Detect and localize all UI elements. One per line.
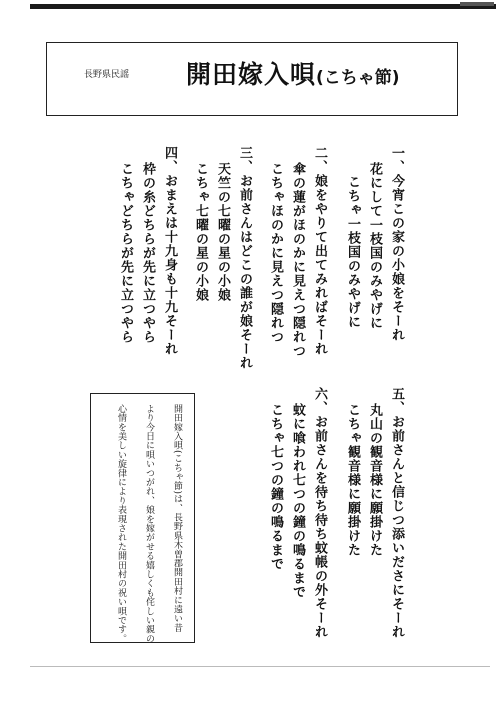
explanation-line: 開田嫁入唄(こちゃ節)は、長野県木曽郡開田村に遠い昔 <box>172 404 182 633</box>
song-title <box>186 55 400 91</box>
lyric-line: 一、今宵この家の小娘をそーれ <box>389 146 404 342</box>
lyric-line: こちゃ観音様に願掛けた <box>345 403 360 557</box>
lyric-line: こちゃ一枝国のみやげに <box>345 175 360 329</box>
lyric-line: 天竺の七曜の星の小娘 <box>215 162 230 302</box>
lyric-line: 丸山の観音様に願掛けた <box>367 403 382 557</box>
song-title-main: 開田嫁入唄 <box>186 60 317 89</box>
lyric-line: 傘の蓮がほのかに見えつ隠れつ <box>290 162 305 358</box>
lyric-line: 花にして一枝国のみやげに <box>367 162 382 330</box>
genre-label: 長野県民謡 <box>84 70 130 80</box>
explanation-line: 心情を美しい旋律により表現された開田村の祝い唄です。 <box>116 404 126 644</box>
lyric-line: 五、お前さんと信じつ添いださにそーれ <box>389 387 404 639</box>
lyric-line: 三、お前さんはどこの誰が娘そーれ <box>237 146 252 370</box>
lyric-line: こちゃ七つの鐘の鳴るまで <box>268 403 283 571</box>
explanation-line: より今日に唄いつがれ、娘を嫁がせる嬉しくも侘しい親の <box>144 404 154 644</box>
lyric-line: こちゃどちらが先に立つやら <box>118 162 133 344</box>
lyric-line: 二、娘をやりて出てみればそーれ <box>312 146 327 356</box>
lyric-line: 枠の糸どちらが先に立つやら <box>140 162 155 344</box>
song-title-sub: (こちゃ節) <box>316 68 400 88</box>
page-top-edge <box>30 4 496 9</box>
lyric-line: 六、お前さんを待ち待ち蚊帳の外そーれ <box>312 387 327 639</box>
lyric-line: 四、おまえは十九身も十九そーれ <box>162 146 177 356</box>
bottom-rule <box>30 666 490 667</box>
lyric-line: 蚊に喰われ七つの鐘の鳴るまで <box>290 403 305 599</box>
page-corner-mark <box>460 2 494 6</box>
lyric-line: こちゃ七曜の星の小娘 <box>193 162 208 302</box>
lyric-line: こちゃほのかに見えつ隠れつ <box>268 162 283 344</box>
